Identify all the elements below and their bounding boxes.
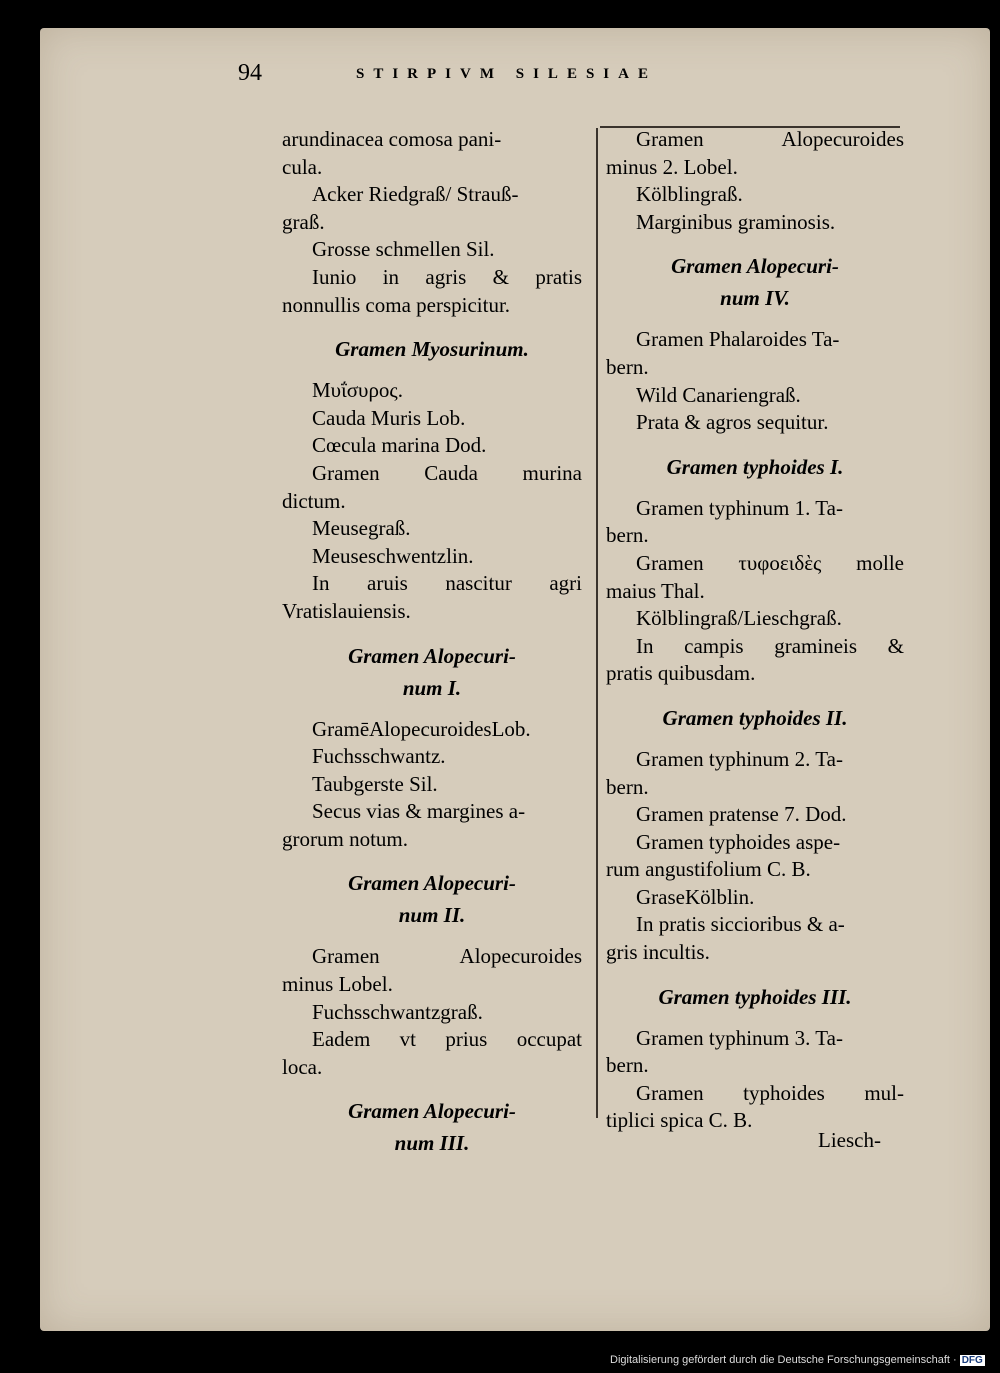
species-heading: num II.: [398, 903, 466, 928]
species-heading: Gramen Alopecuri-: [348, 871, 516, 896]
text-line: Kölblingraß/Lieschgraß.: [636, 606, 842, 631]
text-line: graß.: [282, 209, 325, 234]
footer-text: Digitalisierung gefördert durch die Deutsche Forschungsgemeinschaft ·: [610, 1354, 957, 1366]
text-line: Kölblingraß.: [636, 182, 743, 207]
text-line: Fuchsschwantz.: [312, 744, 446, 769]
text-line: tiplici spica C. B.: [606, 1108, 753, 1133]
text-line: Wild Canariengraß.: [636, 382, 801, 407]
text-line: Gramen Alopecuroides: [636, 127, 904, 151]
text-line: Meusegraß.: [312, 516, 411, 541]
text-line: rum angustifolium C. B.: [606, 857, 811, 882]
text-line: Cœcula marina Dod.: [312, 433, 487, 458]
text-line: Gramen typhinum 2. Ta-: [636, 746, 843, 771]
text-line: Marginibus graminosis.: [636, 209, 836, 234]
running-title: STIRPIVM SILESIAE: [356, 66, 657, 82]
text-line: bern.: [606, 354, 649, 379]
species-heading: Gramen Alopecuri-: [348, 1099, 516, 1124]
running-head: [238, 56, 898, 96]
text-line: Gramen Phalaroides Ta-: [636, 327, 840, 352]
catchword: Liesch-: [818, 1128, 881, 1152]
text-line: loca.: [282, 1054, 323, 1079]
species-heading: num III.: [394, 1131, 470, 1156]
text-line: Gramen typhinum 3. Ta-: [636, 1025, 843, 1050]
species-heading: Gramen Alopecuri-: [671, 254, 839, 279]
species-heading: Gramen typhoides III.: [658, 984, 852, 1009]
text-line: grorum notum.: [282, 826, 408, 851]
species-heading: num IV.: [720, 286, 790, 311]
text-line: Gramen typhinum 1. Ta-: [636, 495, 843, 520]
right-column: [606, 126, 904, 1135]
text-line: GraseKölblin.: [636, 884, 755, 909]
text-line: Prata & agros sequitur.: [636, 410, 829, 435]
text-line: cula.: [282, 154, 323, 179]
left-column: [282, 126, 582, 1171]
text-line: dictum.: [282, 488, 346, 513]
text-line: arundinacea comosa pani-: [282, 127, 502, 151]
species-heading: Gramen Alopecuri-: [348, 643, 516, 668]
text-line: Μυΐσυρος.: [312, 378, 403, 403]
text-line: GramēAlopecuroidesLob.: [312, 716, 531, 741]
text-line: nonnullis coma perspicitur.: [282, 292, 511, 317]
species-heading: num I.: [402, 675, 462, 700]
text-line: minus 2. Lobel.: [606, 154, 738, 179]
text-line: Meuseschwentzlin.: [312, 543, 474, 568]
text-line: gris incultis.: [606, 940, 710, 965]
text-line: Gramen typhoides aspe-: [636, 829, 841, 854]
text-line: Taubgerste Sil.: [312, 771, 438, 796]
text-line: bern.: [606, 774, 649, 799]
column-rule: [596, 128, 598, 1118]
text-line: pratis quibusdam.: [606, 661, 756, 686]
text-line: In aruis nascitur agri: [312, 571, 582, 596]
text-line: minus Lobel.: [282, 972, 393, 997]
text-line: Acker Riedgraß/ Strauß-: [312, 182, 519, 207]
text-line: Fuchsschwantzgraß.: [312, 999, 483, 1024]
text-line: In pratis siccioribus & a-: [636, 912, 845, 937]
text-line: bern.: [606, 523, 649, 548]
text-line: In campis gramineis &: [636, 633, 904, 658]
species-heading: Gramen typhoides II.: [662, 705, 848, 730]
text-line: bern.: [606, 1053, 649, 1078]
text-line: Gramen typhoides mul-: [636, 1080, 904, 1105]
text-line: Secus vias & margines a-: [312, 799, 526, 824]
text-line: maius Thal.: [606, 578, 705, 603]
text-line: Cauda Muris Lob.: [312, 405, 466, 430]
page-number: 94: [238, 60, 262, 86]
text-line: Vratislauiensis.: [282, 598, 411, 623]
footer-credit: [610, 1354, 985, 1366]
text-line: Iunio in agris & pratis: [312, 264, 582, 289]
text-line: Gramen pratense 7. Dod.: [636, 802, 847, 827]
species-heading: Gramen typhoides I.: [666, 454, 844, 479]
text-line: Gramen τυφοειδὲς molle: [636, 550, 904, 575]
dfg-logo: DFG: [961, 1355, 983, 1366]
text-line: Gramen Alopecuroides: [312, 944, 582, 969]
text-line: Grosse schmellen Sil.: [312, 237, 495, 262]
text-line: Eadem vt prius occupat: [312, 1027, 582, 1052]
text-line: Gramen Cauda murina: [312, 460, 582, 485]
species-heading: Gramen Myosurinum.: [335, 337, 529, 362]
